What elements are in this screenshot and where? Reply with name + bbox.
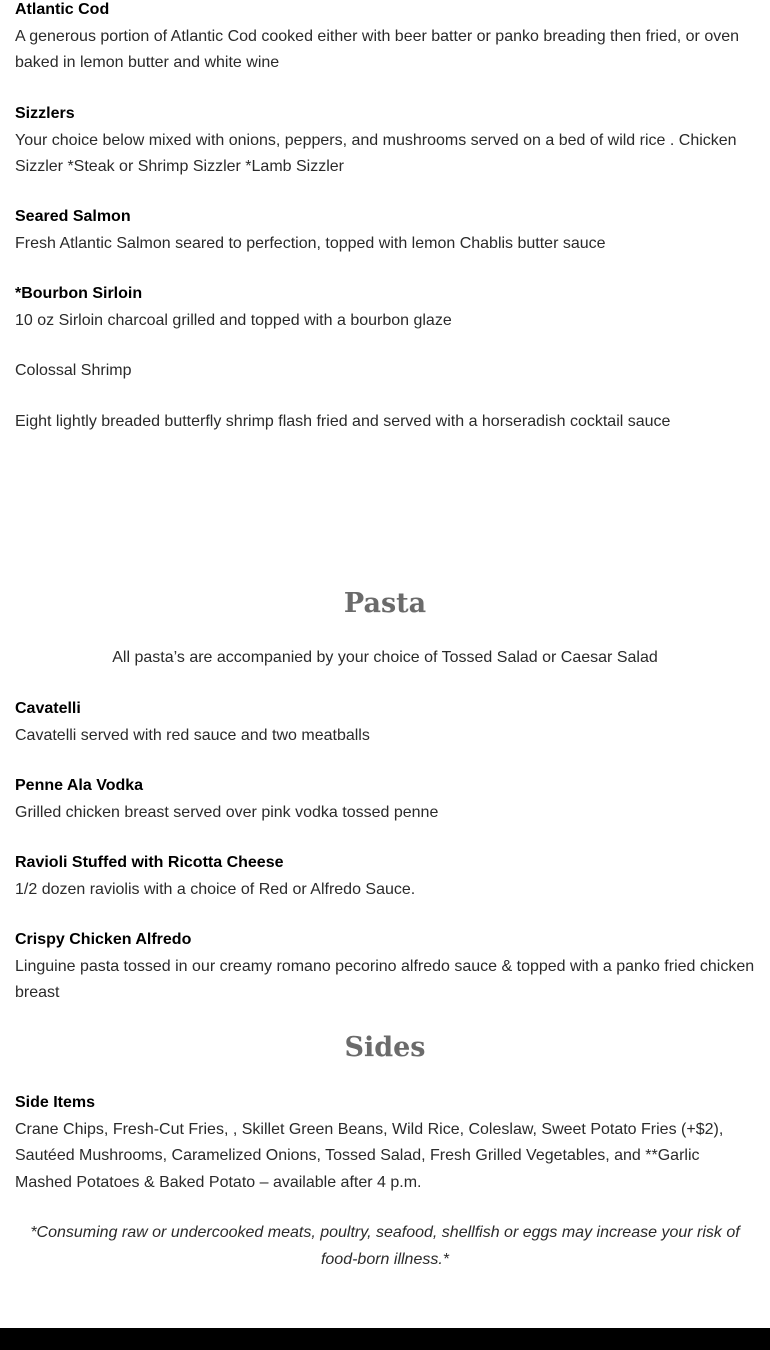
menu-item-colossal-shrimp-title — [15, 358, 755, 385]
menu-item-side-items — [15, 1090, 755, 1196]
menu-item-title: Ravioli Stuffed with Ricotta Cheese — [15, 854, 284, 871]
menu-item-title: Penne Ala Vodka — [15, 777, 144, 794]
menu-item-ravioli — [15, 850, 755, 903]
menu-item-title: *Bourbon Sirloin — [15, 285, 143, 302]
footer-bar — [0, 1328, 770, 1350]
pasta-note: All pasta’s are accompanied by your choice of Tossed Salad or Caesar Salad — [112, 649, 658, 666]
health-disclaimer: *Consuming raw or undercooked meats, poultry, seafood, shellfish or eggs may increase your risk of food-born illness.* — [30, 1224, 740, 1268]
menu-item-description: Your choice below mixed with onions, peppers, and mushrooms served on a bed of wild rice . Chicken Sizzler *Steak or Shrimp Sizzler *Lamb Sizzler — [15, 131, 737, 176]
menu-item-title: Side Items — [15, 1094, 96, 1111]
menu-item-description: A generous portion of Atlantic Cod cooked either with beer batter or panko breading then fried, or oven baked in lemon butter and white wine — [15, 27, 740, 72]
menu-item-description: Eight lightly breaded butterfly shrimp flash fried and served with a horseradish cocktail sauce — [15, 413, 671, 430]
menu-item-title: Atlantic Cod — [15, 1, 110, 18]
menu-item-description: 1/2 dozen raviolis with a choice of Red or Alfredo Sauce. — [15, 880, 416, 898]
menu-item-title: Sizzlers — [15, 105, 75, 122]
menu-item-sizzlers — [15, 101, 755, 181]
menu-item-colossal-shrimp-description — [15, 409, 755, 436]
menu-item-crispy-chicken-alfredo — [15, 927, 755, 1007]
menu-item-atlantic-cod — [15, 0, 755, 77]
menu-item-title: Crispy Chicken Alfredo — [15, 931, 192, 948]
menu-item-cavatelli — [15, 696, 755, 749]
menu-item-description: Linguine pasta tossed in our creamy romano pecorino alfredo sauce & topped with a panko fried chicken breast — [15, 957, 755, 1002]
menu-item-description: Cavatelli served with red sauce and two meatballs — [15, 726, 370, 744]
menu-item-description: Grilled chicken breast served over pink vodka tossed penne — [15, 803, 439, 821]
menu-item-bourbon-sirloin — [15, 281, 755, 334]
menu-item-penne-ala-vodka — [15, 773, 755, 826]
menu-item-title: Colossal Shrimp — [15, 362, 132, 379]
section-heading-pasta: Pasta — [343, 588, 427, 619]
section-heading-sides: Sides — [344, 1032, 426, 1063]
menu-item-description: Fresh Atlantic Salmon seared to perfection, topped with lemon Chablis butter sauce — [15, 234, 606, 252]
menu-item-description: Crane Chips, Fresh-Cut Fries, , Skillet Green Beans, Wild Rice, Coleslaw, Sweet Potato Fries (+$2), Sautéed Mushrooms, Caramelized Onions, Tossed Salad, Fresh Grilled Vegetables, and **Garlic Mashed Potatoes & Baked Potato – available after 4 p.m. — [15, 1120, 724, 1191]
menu-item-title: Seared Salmon — [15, 208, 131, 225]
menu-item-title: Cavatelli — [15, 700, 81, 717]
menu-item-seared-salmon — [15, 204, 755, 257]
menu-item-description: 10 oz Sirloin charcoal grilled and topped with a bourbon glaze — [15, 311, 452, 329]
